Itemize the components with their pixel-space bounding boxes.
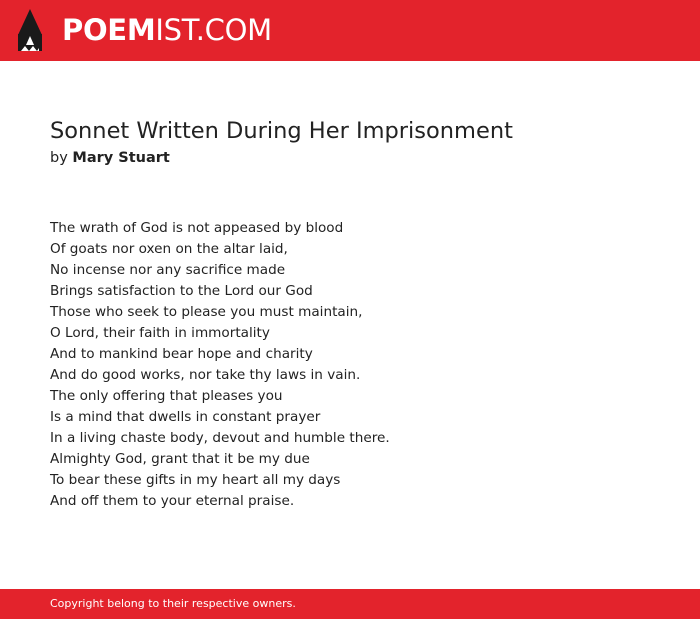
logo-text-bold: POEM [62, 13, 156, 47]
poem-line: And to mankind bear hope and charity [50, 346, 313, 362]
poem-line: The wrath of God is not appeased by blood [50, 220, 344, 236]
pencil-icon[interactable] [16, 8, 44, 52]
site-header [0, 0, 700, 61]
poem-line: O Lord, their faith in immortality [50, 325, 270, 341]
by-label: by [50, 150, 68, 166]
site-logo[interactable] [62, 12, 272, 48]
poem-line: The only offering that pleases you [50, 388, 283, 404]
poem-content [50, 116, 670, 512]
author-name: Mary Stuart [72, 150, 170, 166]
poem-line: Almighty God, grant that it be my due [50, 451, 310, 467]
poem-title: Sonnet Written During Her Imprisonment [50, 118, 513, 144]
poem-line: To bear these gifts in my heart all my days [50, 472, 341, 488]
site-footer [0, 589, 700, 619]
poem-body [50, 218, 670, 512]
poem-line: Of goats nor oxen on the altar laid, [50, 241, 288, 257]
poem-line: And off them to your eternal praise. [50, 493, 295, 509]
poem-byline [50, 148, 670, 168]
copyright-text: Copyright belong to their respective owners. [50, 597, 296, 610]
poem-line: In a living chaste body, devout and humble there. [50, 430, 390, 446]
poem-line: Brings satisfaction to the Lord our God [50, 283, 313, 299]
poem-line: Is a mind that dwells in constant prayer [50, 409, 321, 425]
poem-line: No incense nor any sacrifice made [50, 262, 286, 278]
poem-line: And do good works, nor take thy laws in vain. [50, 367, 361, 383]
logo-text-light: IST.COM [155, 13, 272, 47]
poem-line: Those who seek to please you must maintain, [50, 304, 363, 320]
